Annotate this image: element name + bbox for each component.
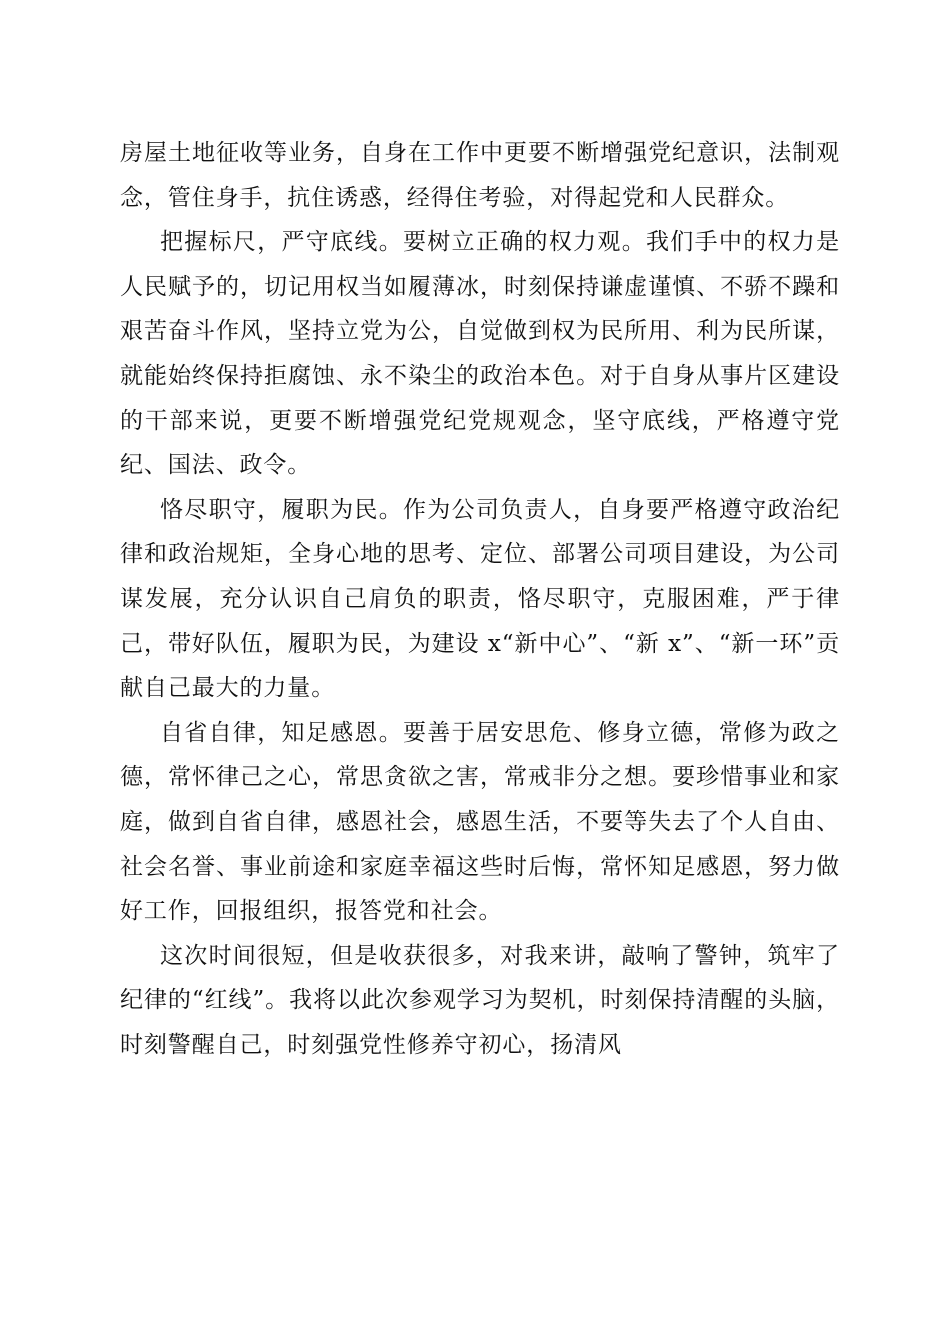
document-body [120,131,840,1067]
paragraph-conclusion: 这次时间很短，但是收获很多，对我来讲，敲响了警钟，筑牢了纪律的“红线”。我将以此次参观学习为契机，时刻保持清醒的头脑，时刻警醒自己，时刻强党性修养守初心，扬清风 [120,942,840,1058]
paragraph-continuation: 房屋土地征收等业务，自身在工作中更要不断增强党纪意识，法制观念，管住身手，抗住诱惑，经得住考验，对得起党和人民群众。 [120,140,840,211]
paragraph-self-discipline: 自省自律，知足感恩。要善于居安思危、修身立德，常修为政之德，常怀律己之心，常思贪欲之害，常戒非分之想。要珍惜事业和家庭，做到自省自律，感恩社会，感恩生活，不要等失去了个人自由、社会名誉、事业前途和家庭幸福这些时后悔，常怀知足感恩，努力做好工作，回报组织，报答党和社会。 [120,719,840,925]
paragraph-duty: 恪尽职守，履职为民。作为公司负责人，自身要严格遵守政治纪律和政治规矩，全身心地的思考、定位、部署公司项目建设，为公司谋发展，充分认识自己肩负的职责，恪尽职守，克服困难，严于律己，带好队伍，履职为民，为建设 x“新中心”、“新 x”、“新一环”贡献自己最大的力量。 [120,496,840,702]
paragraph-bottom-line: 把握标尺，严守底线。要树立正确的权力观。我们手中的权力是人民赋予的，切记用权当如履薄冰，时刻保持谦虚谨慎、不骄不躁和艰苦奋斗作风，坚持立党为公，自觉做到权为民所用、利为民所谋，就能始终保持拒腐蚀、永不染尘的政治本色。对于自身从事片区建设的干部来说，更要不断增强党纪党规观念，坚守底线，严格遵守党纪、国法、政令。 [120,229,840,479]
